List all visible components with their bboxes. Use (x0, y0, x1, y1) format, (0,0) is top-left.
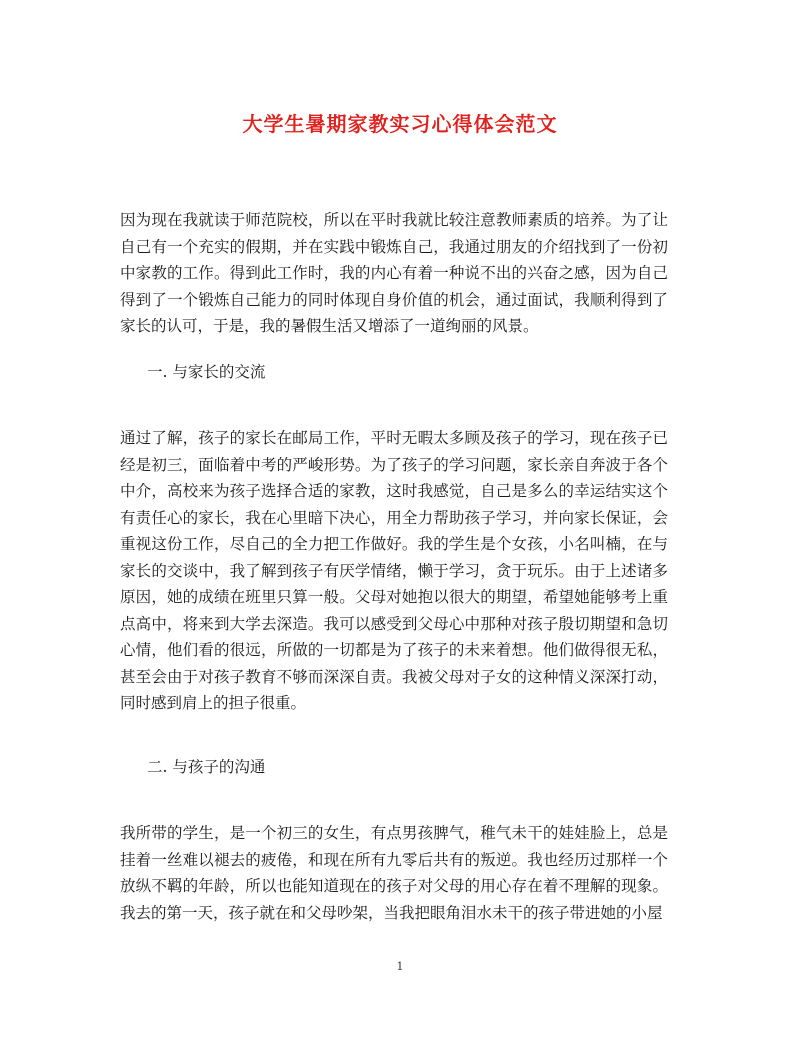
section-heading-child: 二. 与孩子的沟通 (147, 758, 266, 776)
paragraph-intro: 因为现在我就读于师范院校，所以在平时我就比较注意教师素质的培养。为了让自己有一个充实的假期，并在实践中锻炼自己，我通过朋友的介绍找到了一份初中家教的工作。得到此工作时，我的内心有着一种说不出的兴奋之感，因为自己得到了一个锻炼自己能力的同时体现自身价值的机会，通过面试，我顺利得到了家长的认可，于是，我的暑假生活又增添了一道绚丽的风景。 (120, 211, 668, 335)
document-title: 大学生暑期家教实习心得体会范文 (242, 112, 558, 136)
page-number: 1 (396, 960, 404, 973)
paragraph-parents: 通过了解，孩子的家长在邮局工作，平时无暇太多顾及孩子的学习，现在孩子已经是初三，面临着中考的严峻形势。为了孩子的学习问题，家长亲自奔波于各个中介，高校来为孩子选择合适的家教，这时我感觉，自己是多么的幸运结实这个有责任心的家长，我在心里暗下决心，用全力帮助孩子学习，并向家长保证，会重视这份工作，尽自己的全力把工作做好。我的学生是个女孩，小名叫楠，在与家长的交谈中，我了解到孩子有厌学情绪，懒于学习，贪于玩乐。由于上述诸多原因，她的成绩在班里只算一般。父母对她抱以很大的期望，希望她能够考上重点高中，将来到大学去深造。我可以感受到父母心中那种对孩子殷切期望和急切心情，他们看的很远，所做的一切都是为了孩子的未来着想。他们做得很无私，甚至会由于对孩子教育不够而深深自责。我被父母对子女的这种情义深深打动，同时感到肩上的担子很重。 (120, 429, 668, 712)
paragraph-child: 我所带的学生，是一个初三的女生，有点男孩脾气，稚气未干的娃娃脸上，总是挂着一丝难以褪去的疲倦，和现在所有九零后共有的叛逆。我也经历过那样一个放纵不羁的年龄，所以也能知道现在的孩子对父母的用心存在着不理解的现象。我去的第一天，孩子就在和父母吵架，当我把眼角泪水未干的孩子带进她的小屋 (120, 824, 668, 922)
section-heading-parents: 一. 与家长的交流 (147, 363, 266, 381)
